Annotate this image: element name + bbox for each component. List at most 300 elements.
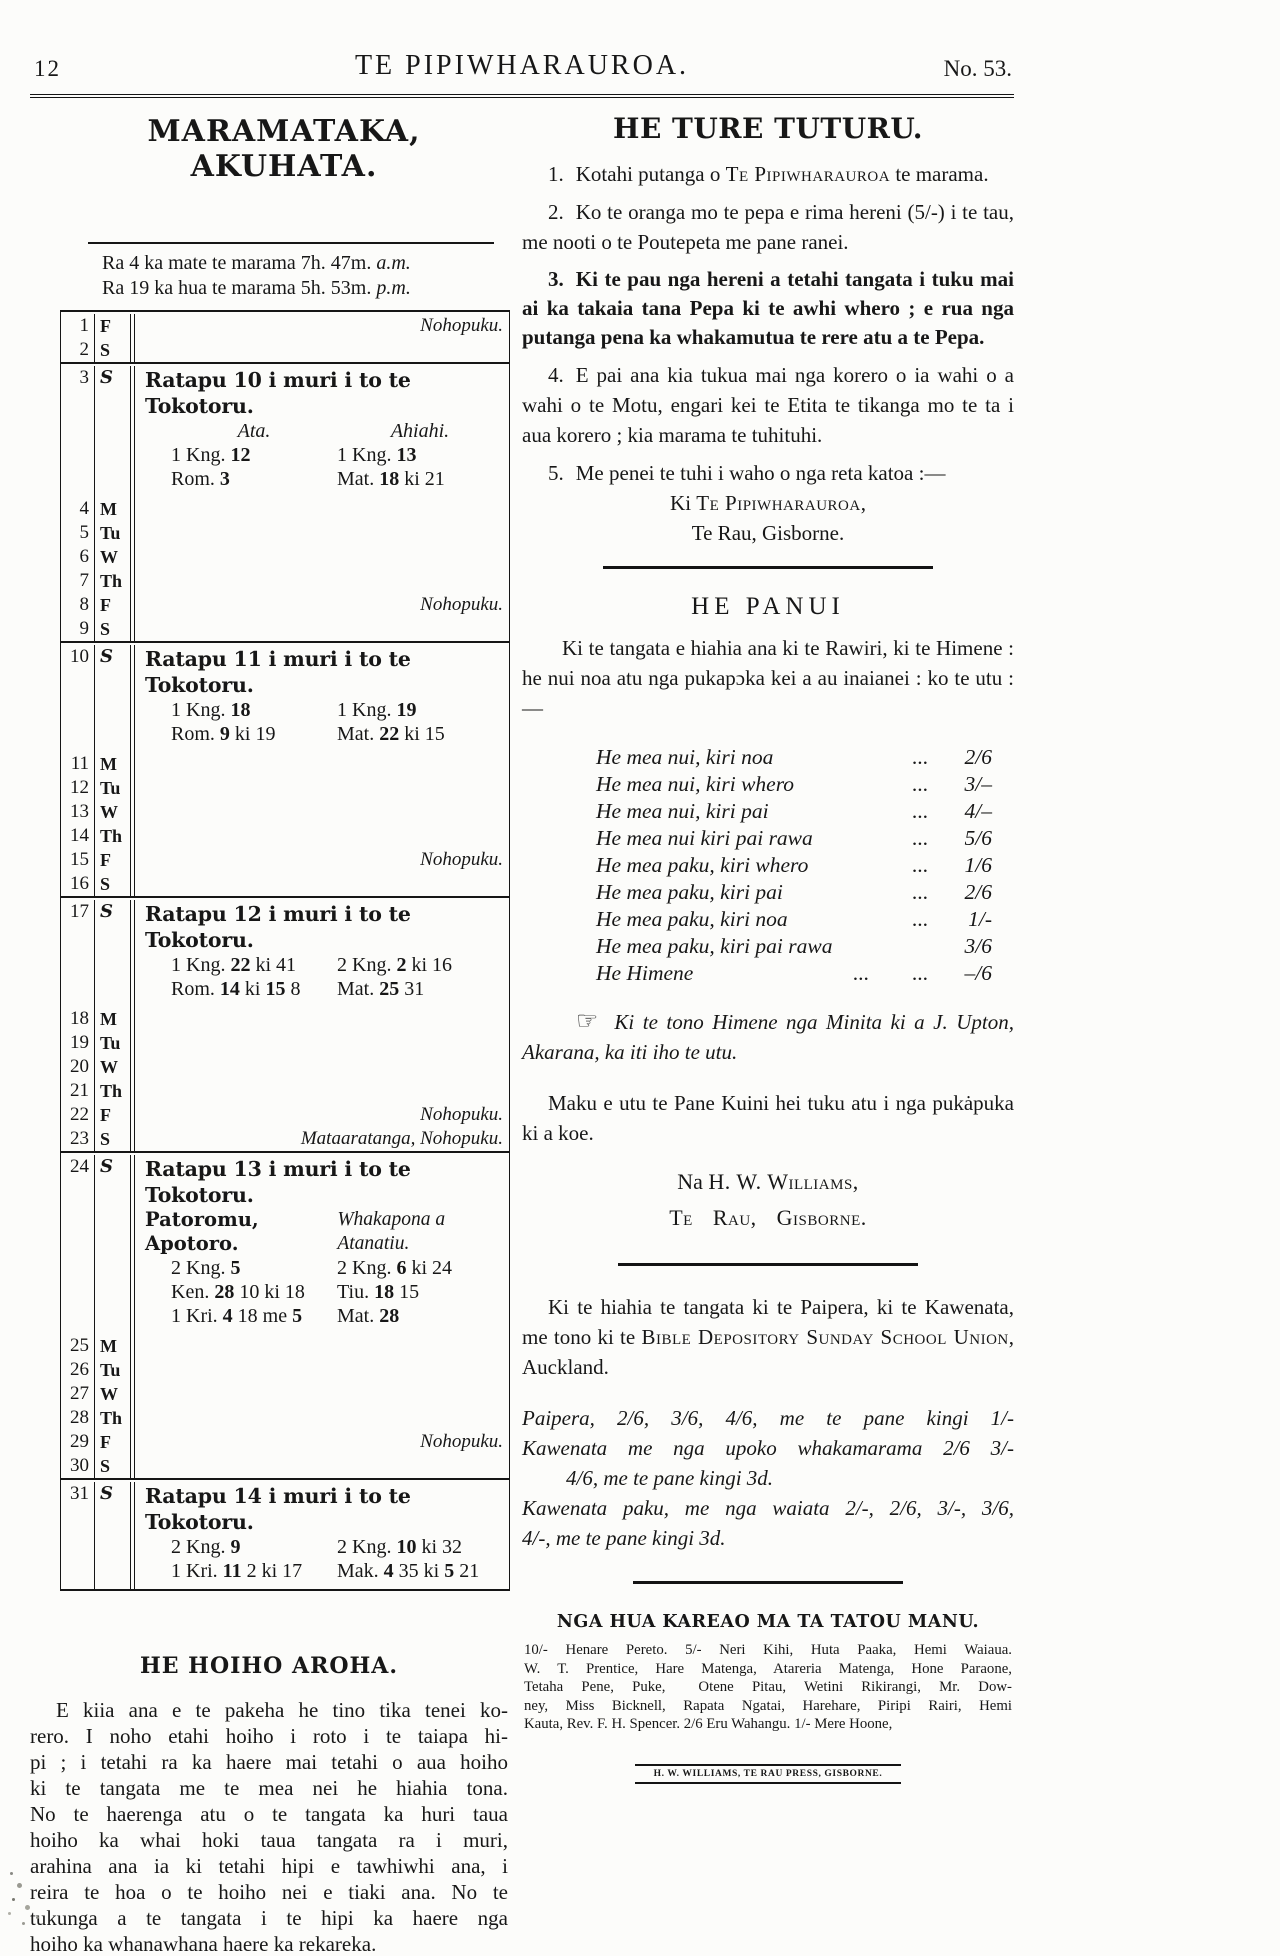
scripture-ref	[171, 1559, 337, 1583]
calendar-day-row	[61, 752, 509, 776]
discount-note-text: Ki te tono Himene nga Minita ki a J. Upton, Akarana, ka iti iho te utu.	[522, 1010, 1014, 1064]
day-letter: S	[95, 1127, 131, 1151]
day-number: 3	[61, 366, 95, 497]
rule-number: 3.	[548, 267, 564, 291]
price-item-name: He mea nui kiri pai rawa	[596, 826, 813, 850]
sunday-content	[134, 1155, 509, 1334]
scripture-ref	[171, 467, 337, 491]
text-run: 1 Kng.	[171, 444, 231, 466]
price-note-line: Paipera, 2/6, 3/6, 4/6, me te pane kingi 1/-	[522, 1406, 1014, 1430]
text-run: 1 Kng.	[337, 444, 397, 466]
section-divider-1	[603, 566, 933, 569]
printer-imprint: H. W. WILLIAMS, TE RAU PRESS, GISBORNE.	[635, 1764, 901, 1784]
scripture-ref	[171, 443, 337, 467]
rule-item	[522, 159, 1014, 189]
day-letter: M	[95, 1334, 131, 1358]
moon-text: Ra 19 ka hua te marama 5h. 53m.	[102, 277, 377, 299]
issue-number: No. 53.	[943, 56, 1012, 81]
fast-note	[134, 800, 509, 824]
day-letter: Tu	[95, 1358, 131, 1382]
right-column	[522, 98, 1014, 1784]
fast-note	[134, 497, 509, 521]
story-title: HE HOIHO AROHA.	[139, 1653, 399, 1679]
depository-pre: Ki te hiahia te tangata ki te Paipera, ki te Kawenata, me tono ki te	[522, 1295, 1014, 1349]
day-letter: Th	[95, 824, 131, 848]
day-letter: Th	[95, 1079, 131, 1103]
text-run: 13	[396, 444, 417, 466]
fast-note	[134, 1406, 509, 1430]
spacer	[813, 825, 912, 852]
scripture-ref	[337, 1280, 503, 1304]
day-number: 4	[61, 497, 95, 521]
text-run: 10 ki 18	[234, 1281, 305, 1303]
fast-note: Mataaratanga, Nohopuku.	[134, 1127, 509, 1151]
himene-discount-note	[522, 1007, 1014, 1067]
calendar-day-row	[61, 1382, 509, 1406]
meridiem-label: p.m.	[376, 277, 411, 299]
fast-note	[134, 1454, 509, 1478]
story-line: No te haerenga atu o te tangata ka huri taua	[30, 1802, 508, 1826]
day-number: 21	[61, 1079, 95, 1103]
story-line: tukunga a te tangata i te hipi ka haere nga	[30, 1906, 508, 1930]
price-value: 3/–	[964, 772, 992, 796]
meridiem-label: a.m.	[376, 252, 411, 274]
sunday-title: Ratapu 13 i muri i to te Tokotoru.	[145, 1157, 411, 1207]
sunday-title: Ratapu 10 i muri i to te Tokotoru.	[145, 368, 411, 418]
text-run: 2 Kng.	[171, 1257, 231, 1279]
day-number: 23	[61, 1127, 95, 1151]
calendar-week-group	[61, 1153, 509, 1480]
fast-note	[134, 569, 509, 593]
calendar-day-row	[61, 617, 509, 641]
calendar-day-row	[61, 848, 509, 872]
day-letter: Tu	[95, 521, 131, 545]
price-dots: ...	[911, 880, 928, 904]
subscriber-line: 10/- Henare Pereto. 5/- Neri Kihi, Huta Paaka, Hemi Waiaua.	[524, 1642, 1012, 1658]
subscriber-line: W. T. Prentice, Hare Matenga, Atareria Matenga, Hone Paraone,	[524, 1660, 1012, 1677]
day-letter: Th	[95, 569, 131, 593]
day-letter: Th	[95, 1406, 131, 1430]
text-run: 1 Kng.	[171, 699, 231, 721]
text-run: 9	[219, 723, 230, 745]
fast-note	[134, 776, 509, 800]
day-letter: S	[95, 366, 131, 497]
evening-heading: Ahiahi.	[390, 420, 450, 442]
fast-note	[134, 545, 509, 569]
text-run: 18	[374, 1281, 395, 1303]
bible-price-lines	[522, 1403, 1014, 1553]
day-number: 11	[61, 752, 95, 776]
day-number: 18	[61, 1007, 95, 1031]
spacer	[788, 906, 912, 933]
scripture-ref	[171, 1280, 337, 1304]
day-number: 1	[61, 314, 95, 338]
day-number: 29	[61, 1430, 95, 1454]
depository-post: , Auckland.	[522, 1325, 1015, 1379]
calendar-week-group	[61, 364, 509, 643]
text-run: Mat.	[337, 1305, 380, 1327]
moon-phase-line	[102, 276, 494, 301]
day-number: 27	[61, 1382, 95, 1406]
fast-note: Nohopuku.	[134, 848, 509, 872]
fast-note	[134, 752, 509, 776]
calendar-day-row	[61, 1055, 509, 1079]
scripture-ref	[171, 1535, 337, 1559]
text-run: Tiu.	[337, 1281, 375, 1303]
price-value: 1/6	[964, 853, 992, 877]
calendar-day-row	[61, 1079, 509, 1103]
day-number: 25	[61, 1334, 95, 1358]
fast-note	[134, 617, 509, 641]
price-dots: ...	[911, 826, 928, 850]
sunday-content	[134, 1482, 509, 1589]
subscriptions-title: NGA HUA KAREAO MA TA TATOU MANU.	[556, 1612, 980, 1632]
price-value: 5/6	[964, 826, 992, 850]
day-number: 6	[61, 545, 95, 569]
subscriber-list	[524, 1641, 1012, 1734]
rules-list	[522, 159, 1014, 488]
text-run: 1 Kri.	[171, 1305, 223, 1327]
text-run: 21	[454, 1560, 480, 1582]
spacer	[832, 933, 944, 960]
fast-note: Nohopuku.	[134, 314, 509, 338]
sunday-content	[134, 645, 509, 752]
price-note-line: 4/6, me te pane kingi 3d.	[566, 1466, 774, 1490]
price-row	[596, 960, 992, 987]
day-number: 10	[61, 645, 95, 752]
story-line: arahina ana ia ki tetahi hipi e tawhiwhi ana, i	[30, 1854, 508, 1878]
text-run: ki	[239, 978, 266, 1000]
day-number: 7	[61, 569, 95, 593]
day-number: 2	[61, 338, 95, 362]
newspaper-name: Te Pipiwharauroa	[725, 162, 891, 186]
spacer	[773, 744, 912, 771]
postage-note: Maku e utu te Pane Kuini hei tuku atu i nga pukȧpuka ki a koe.	[522, 1091, 1014, 1145]
day-number: 31	[61, 1482, 95, 1589]
text-run: 9	[230, 1536, 241, 1558]
day-number: 12	[61, 776, 95, 800]
text-run: 1 Kri.	[171, 1560, 223, 1582]
day-number: 9	[61, 617, 95, 641]
day-number: 8	[61, 593, 95, 617]
calendar-day-row	[61, 800, 509, 824]
story-body	[30, 1697, 508, 1956]
subscriber-line: ney, Miss Bicknell, Rapata Ngatai, Harehare, Piripi Rairi, Hemi	[524, 1697, 1012, 1714]
scripture-ref	[171, 953, 337, 977]
text-run: 35 ki	[393, 1560, 445, 1582]
text-run: 3	[219, 468, 230, 490]
calendar-day-row	[61, 497, 509, 521]
rule-text: Kotahi putanga o	[575, 162, 726, 186]
text-run: 14	[219, 978, 240, 1000]
calendar-sunday-row	[61, 900, 509, 1007]
text-run: 19	[396, 699, 417, 721]
moon-text: Ra 4 ka mate te marama 7h. 47m.	[102, 252, 377, 274]
masthead-title: TE PIPIWHARAUROA.	[354, 50, 690, 81]
text-run: 28	[214, 1281, 235, 1303]
day-letter: F	[95, 314, 131, 338]
text-run: 6	[396, 1257, 407, 1279]
text-run: 4	[222, 1305, 233, 1327]
morning-heading: Ata.	[237, 420, 271, 442]
scripture-ref	[171, 722, 337, 746]
text-run: 2 Kng.	[337, 1536, 397, 1558]
address-line-1	[522, 488, 1014, 518]
moon-phase-lines	[88, 242, 494, 310]
scripture-ref	[337, 467, 503, 491]
day-letter: F	[95, 1103, 131, 1127]
day-letter: S	[95, 1454, 131, 1478]
text-run: 18	[230, 699, 251, 721]
fast-note	[134, 338, 509, 362]
fast-note	[134, 521, 509, 545]
story-line: reira te hoa o te hoiho nei e tiaki ana. No te	[30, 1880, 508, 1904]
calendar-day-row	[61, 545, 509, 569]
feast-note: Whakapona a Atanatiu.	[337, 1209, 446, 1254]
rule-text: te marama.	[890, 162, 989, 186]
price-note-line: 4/-, me te pane kingi 3d.	[522, 1526, 726, 1550]
calendar-day-row	[61, 569, 509, 593]
text-run: 5	[444, 1560, 455, 1582]
horse-story	[30, 1653, 508, 1956]
text-run: 1 Kng.	[337, 699, 397, 721]
address-post: ,	[860, 491, 866, 515]
price-item-name: He mea nui, kiri noa	[596, 745, 774, 769]
price-value: 2/6	[964, 880, 992, 904]
price-note-line: Kawenata me nga upoko whakamarama 2/6 3/-	[522, 1436, 1014, 1460]
day-letter: F	[95, 593, 131, 617]
fast-note: Nohopuku.	[134, 1430, 509, 1454]
scripture-ref	[171, 698, 337, 722]
day-number: 20	[61, 1055, 95, 1079]
sunday-content	[134, 900, 509, 1007]
text-run: 8	[285, 978, 301, 1000]
text-run: 10	[396, 1536, 417, 1558]
rule-text: Ki te pau nga hereni a tetahi tangata i tuku mai ai ka takaia tana Pepa ki te awhi whero ; e rua nga putanga pena ka whakamutua te rere atu a te Pepa.	[522, 267, 1014, 349]
text-run: 4	[383, 1560, 394, 1582]
day-number: 26	[61, 1358, 95, 1382]
sunday-subtitle	[145, 1208, 503, 1256]
section-divider-2	[618, 1263, 918, 1266]
scripture-ref	[337, 1304, 503, 1328]
scripture-readings	[145, 419, 503, 491]
calendar-day-row	[61, 1031, 509, 1055]
story-line: pi ; i tetahi ra ka haere mai tetahi o aua hoiho	[30, 1750, 508, 1774]
calendar-week-group	[61, 1480, 509, 1589]
calendar-day-row	[61, 776, 509, 800]
scripture-ref	[337, 977, 503, 1001]
text-run: 25	[379, 978, 400, 1000]
day-letter: S	[95, 645, 131, 752]
price-value: 1/-	[968, 907, 992, 931]
scripture-readings	[145, 1256, 503, 1328]
text-run: ki 32	[416, 1536, 463, 1558]
signature-location: Te Rau, Gisborne.	[669, 1205, 867, 1230]
day-letter: S	[95, 617, 131, 641]
text-run: Rom.	[171, 978, 220, 1000]
calendar-sunday-row	[61, 366, 509, 497]
text-run: ki 21	[399, 468, 445, 490]
text-run: 18 me	[232, 1305, 293, 1327]
price-item-name: He Himene	[596, 961, 694, 985]
fast-note	[134, 1358, 509, 1382]
price-dots: ... ...	[852, 961, 928, 985]
scripture-ref	[171, 1304, 337, 1328]
price-row	[596, 933, 992, 960]
text-run: Mat.	[337, 978, 380, 1000]
calendar-day-row	[61, 1127, 509, 1151]
story-line: hoiho ka whanawhana haere ka rekareka.	[30, 1932, 377, 1956]
rule-number: 1.	[548, 162, 564, 186]
text-run: ki 24	[406, 1257, 453, 1279]
scripture-ref	[171, 977, 337, 1001]
scripture-ref	[337, 953, 503, 977]
rule-number: 5.	[548, 461, 564, 485]
price-item-name: He mea paku, kiri pai rawa	[596, 934, 833, 958]
text-run: Mak.	[337, 1560, 384, 1582]
price-list	[596, 744, 992, 987]
rule-item	[522, 360, 1014, 450]
price-item-name: He mea paku, kiri noa	[596, 907, 788, 931]
text-run: 5	[292, 1305, 303, 1327]
price-dots: ...	[911, 853, 928, 877]
day-letter: S	[95, 1482, 131, 1589]
text-run: Rom.	[171, 468, 220, 490]
calendar-day-row	[61, 1334, 509, 1358]
section-divider-3	[633, 1581, 903, 1584]
rule-text: E pai ana kia tukua mai nga korero o ia wahi o a wahi o te Motu, engari kei te Etita te tikanga mo te ta i aua korero ; kia marama te tuhituhi.	[522, 363, 1014, 447]
calendar-day-row	[61, 1007, 509, 1031]
fast-note: Nohopuku.	[134, 1103, 509, 1127]
day-number: 17	[61, 900, 95, 1007]
fast-note	[134, 1382, 509, 1406]
fast-note	[134, 1031, 509, 1055]
day-number: 5	[61, 521, 95, 545]
text-run: 28	[379, 1305, 400, 1327]
day-letter: F	[95, 848, 131, 872]
day-letter: M	[95, 497, 131, 521]
price-value: –/6	[964, 961, 992, 985]
calendar-day-row	[61, 1406, 509, 1430]
day-letter: S	[95, 338, 131, 362]
rule-item	[522, 197, 1014, 257]
text-run: 2 Kng.	[171, 1536, 231, 1558]
rule-item	[522, 265, 1014, 352]
scripture-readings	[145, 953, 503, 1001]
calendar-week-group	[61, 898, 509, 1153]
ink-speckles	[10, 1872, 13, 1875]
price-value: 2/6	[964, 745, 992, 769]
address-line-2: Te Rau, Gisborne.	[691, 521, 845, 545]
manicule-icon: ☞	[576, 1008, 599, 1035]
price-row	[596, 771, 992, 798]
day-number: 22	[61, 1103, 95, 1127]
rule-text: Me penei te tuhi i waho o nga reta katoa :—	[575, 461, 946, 485]
sunday-content	[134, 366, 509, 497]
price-dots: ...	[911, 772, 928, 796]
spacer	[794, 771, 912, 798]
price-row	[596, 744, 992, 771]
text-run: 22	[379, 723, 400, 745]
price-dots: ...	[911, 907, 928, 931]
day-letter: Tu	[95, 776, 131, 800]
calendar-day-row	[61, 1454, 509, 1478]
sunday-title: Ratapu 14 i muri i to te Tokotoru.	[145, 1484, 411, 1534]
spacer	[693, 960, 852, 987]
rule-number: 2.	[548, 200, 564, 224]
day-letter: S	[95, 1155, 131, 1334]
scripture-ref	[337, 1256, 503, 1280]
day-number: 30	[61, 1454, 95, 1478]
rule-item	[522, 458, 1014, 488]
text-run: ki 16	[406, 954, 453, 976]
text-run: 5	[230, 1257, 241, 1279]
price-dots: ...	[911, 745, 928, 769]
text-run: Mat.	[337, 723, 380, 745]
price-row	[596, 852, 992, 879]
day-number: 16	[61, 872, 95, 896]
fast-note	[134, 1079, 509, 1103]
calendar-week-group	[61, 643, 509, 898]
text-run: 1 Kng.	[171, 954, 231, 976]
calendar-sunday-row	[61, 645, 509, 752]
page-header	[30, 48, 1014, 90]
rules-title: HE TURE TUTURU.	[612, 112, 924, 145]
story-line: ki te tangata me te mea nei he hiahia tona.	[30, 1776, 508, 1800]
text-run: 2 Kng.	[337, 1257, 397, 1279]
depository-name: Bible Depository Sunday School Union	[641, 1325, 1009, 1349]
calendar-sunday-row	[61, 1155, 509, 1334]
sunday-title: Ratapu 12 i muri i to te Tokotoru.	[145, 902, 411, 952]
moon-phase-line	[102, 251, 494, 276]
price-row	[596, 879, 992, 906]
calendar-title: MARAMATAKA, AKUHATA.	[147, 114, 421, 184]
day-letter: W	[95, 1382, 131, 1406]
scripture-ref	[337, 1559, 503, 1583]
calendar-sunday-row	[61, 1482, 509, 1589]
text-run: ki 41	[250, 954, 297, 976]
calendar-day-row	[61, 521, 509, 545]
rule-text: Ko te oranga mo te pepa e rima hereni (5/-) i te tau, me nooti o te Poutepeta me pane ranei.	[522, 200, 1014, 254]
text-run: 2	[396, 954, 407, 976]
price-row	[596, 825, 992, 852]
price-value: 3/6	[964, 934, 992, 958]
scripture-ref	[337, 443, 503, 467]
story-line: E kiia ana e te pakeha he tino tika tenei ko-	[56, 1698, 508, 1722]
day-letter: S	[95, 900, 131, 1007]
day-letter: S	[95, 872, 131, 896]
story-line: rero. I noho etahi hoiho i roto i te taiapa hi-	[30, 1724, 508, 1748]
scripture-readings	[145, 698, 503, 746]
text-run: Mat.	[337, 468, 380, 490]
price-value: 4/–	[964, 799, 992, 823]
panui-title: HE PANUI	[691, 593, 845, 620]
sunday-title: Ratapu 11 i muri i to te Tokotoru.	[145, 647, 411, 697]
spacer	[783, 879, 912, 906]
day-letter: W	[95, 800, 131, 824]
page-content	[30, 48, 1014, 1956]
subscriptions-section	[522, 1612, 1014, 1734]
signature-line	[522, 1169, 1014, 1195]
price-note-line: Kawenata paku, me nga waiata 2/-, 2/6, 3/-, 3/6,	[522, 1496, 1014, 1520]
fast-note	[134, 824, 509, 848]
scripture-readings	[145, 1535, 503, 1583]
price-item-name: He mea paku, kiri pai	[596, 880, 783, 904]
calendar-day-row	[61, 1103, 509, 1127]
address-pre: Ki	[670, 491, 697, 515]
text-run: 2 ki 17	[241, 1560, 303, 1582]
calendar-day-row	[61, 872, 509, 896]
